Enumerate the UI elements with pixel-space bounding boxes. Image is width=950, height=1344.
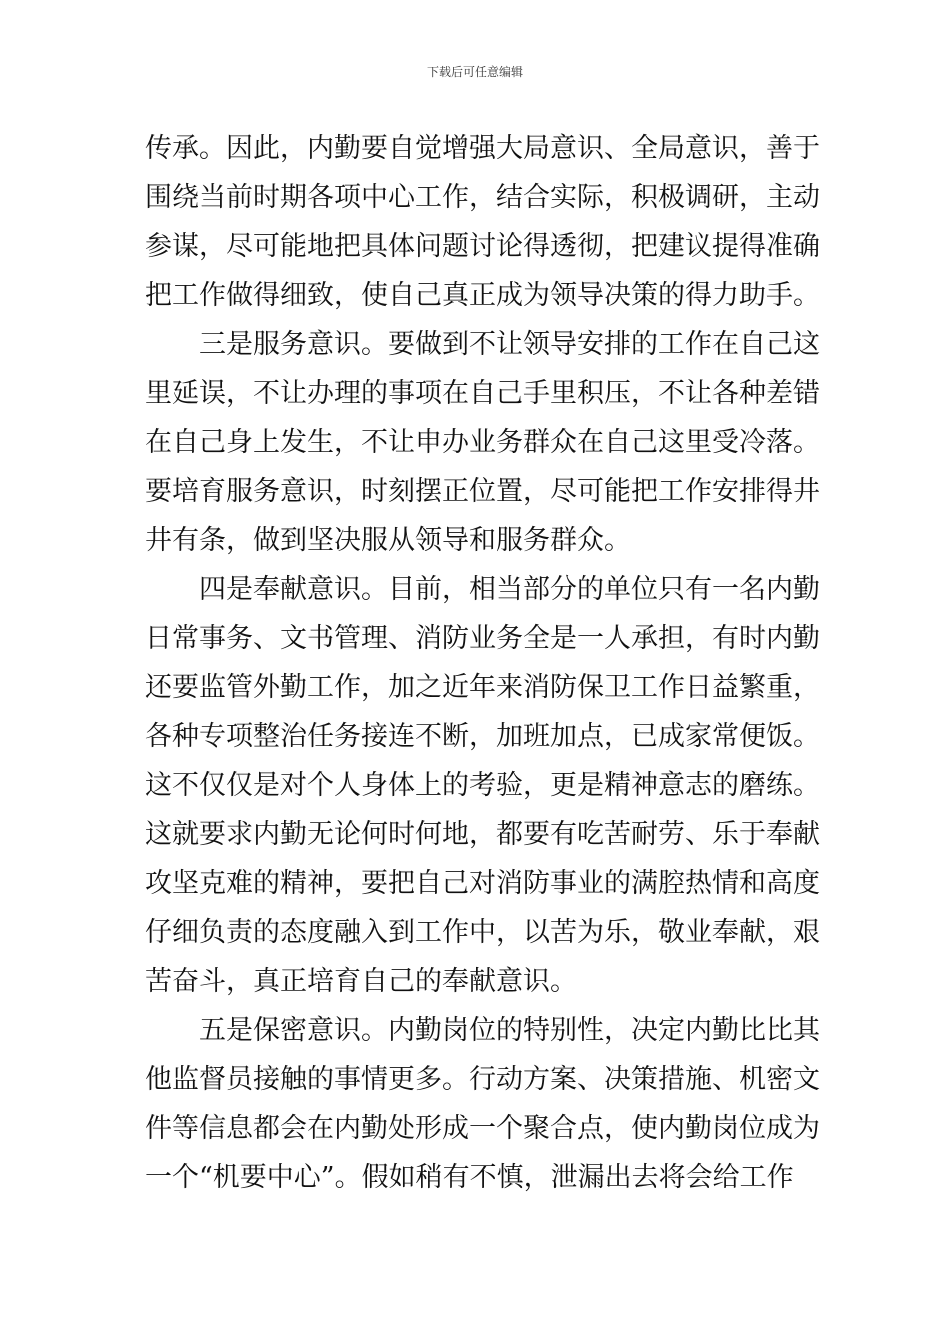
text-line: 要培育服务意识，时刻摆正位置，尽可能把工作安排得井 <box>145 476 820 507</box>
text-line: 仔细负责的态度融入到工作中，以苦为乐，敬业奉献，艰 <box>145 917 820 948</box>
text-line: 这就要求内勤无论何时何地，都要有吃苦耐劳、乐于奉献 <box>145 819 820 850</box>
text-line: 他监督员接触的事情更多。行动方案、决策措施、机密文 <box>145 1064 820 1095</box>
paragraph-start-line: 四是奉献意识。目前，相当部分的单位只有一名内勤 <box>199 574 820 605</box>
text-line: 井有条，做到坚决服从领导和服务群众。 <box>145 525 631 556</box>
page-header-note: 下载后可任意编辑 <box>426 65 523 79</box>
text-line: 参谋，尽可能地把具体问题讨论得透彻，把建议提得准确 <box>145 231 820 262</box>
paragraph-start-line: 三是服务意识。要做到不让领导安排的工作在自己这 <box>199 329 820 360</box>
paragraph-start-line: 五是保密意识。内勤岗位的特别性，决定内勤比比其 <box>199 1015 820 1046</box>
text-line: 各种专项整治任务接连不断，加班加点，已成家常便饭。 <box>145 721 820 752</box>
text-line: 件等信息都会在内勤处形成一个聚合点，使内勤岗位成为 <box>145 1113 820 1144</box>
text-line: 攻坚克难的精神，要把自己对消防事业的满腔热情和高度 <box>145 868 820 899</box>
text-line: 一个“机要中心”。假如稍有不慎，泄漏出去将会给工作 <box>145 1162 794 1193</box>
text-line: 还要监管外勤工作，加之近年来消防保卫工作日益繁重， <box>145 672 820 703</box>
text-line: 在自己身上发生，不让申办业务群众在自己这里受冷落。 <box>145 427 820 458</box>
text-line: 这不仅仅是对个人身体上的考验，更是精神意志的磨练。 <box>145 770 820 801</box>
text-line: 苦奋斗，真正培育自己的奉献意识。 <box>145 966 577 997</box>
document-body <box>145 124 820 1202</box>
text-line: 把工作做得细致，使自己真正成为领导决策的得力助手。 <box>145 280 820 311</box>
text-line: 里延误，不让办理的事项在自己手里积压，不让各种差错 <box>145 378 820 409</box>
text-line: 日常事务、文书管理、消防业务全是一人承担，有时内勤 <box>145 623 820 654</box>
text-line: 围绕当前时期各项中心工作，结合实际，积极调研，主动 <box>145 182 820 213</box>
text-line: 传承。因此，内勤要自觉增强大局意识、全局意识，善于 <box>145 133 820 164</box>
